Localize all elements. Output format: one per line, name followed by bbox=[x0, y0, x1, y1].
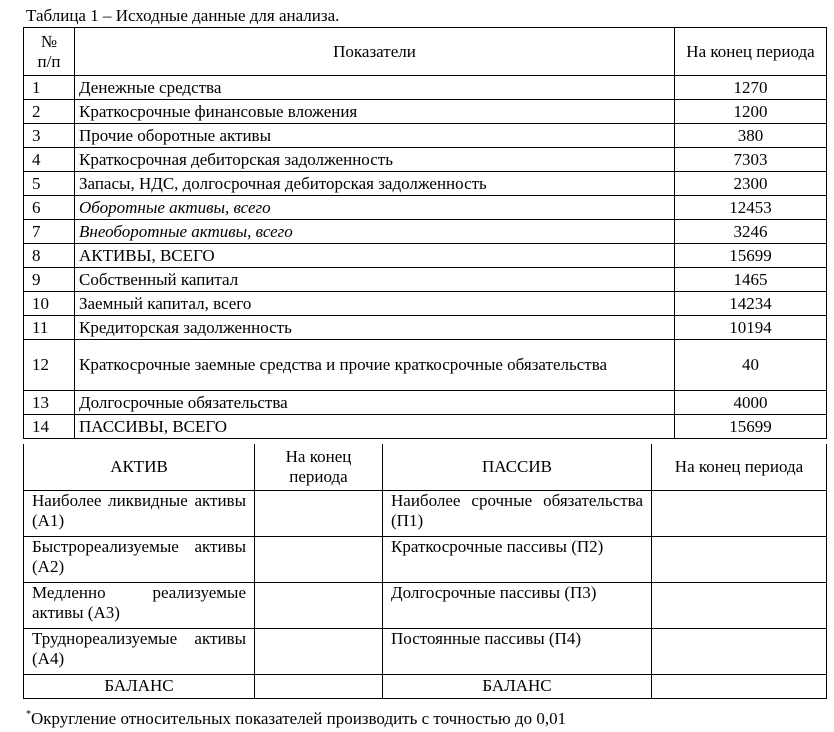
table-caption: Таблица 1 – Исходные данные для анализа. bbox=[26, 6, 340, 25]
table-row bbox=[24, 220, 827, 244]
row-value: 380 bbox=[675, 124, 827, 148]
row-num: 14 bbox=[24, 415, 75, 439]
row-num: 11 bbox=[24, 316, 75, 340]
table-row bbox=[24, 124, 827, 148]
row-value: 7303 bbox=[675, 148, 827, 172]
row-num: 9 bbox=[24, 268, 75, 292]
row-value: 1200 bbox=[675, 100, 827, 124]
row-value: 3246 bbox=[675, 220, 827, 244]
table-row bbox=[24, 292, 827, 316]
row-indicator: Запасы, НДС, долгосрочная дебиторская задолженность bbox=[75, 172, 675, 196]
row-num: 4 bbox=[24, 148, 75, 172]
row-value: 1465 bbox=[675, 268, 827, 292]
row-num: 1 bbox=[24, 76, 75, 100]
col-header-indicator: Показатели bbox=[75, 28, 675, 76]
row-value: 1270 bbox=[675, 76, 827, 100]
row-indicator: Заемный капитал, всего bbox=[75, 292, 675, 316]
asset-group: Труднореализуемые активы (А4) bbox=[24, 628, 255, 674]
table-row bbox=[24, 244, 827, 268]
row-indicator: Краткосрочные финансовые вложения bbox=[75, 100, 675, 124]
row-num: 8 bbox=[24, 244, 75, 268]
source-data-table bbox=[23, 27, 827, 439]
table-row bbox=[24, 268, 827, 292]
table-row bbox=[24, 196, 827, 220]
liquidity-row bbox=[24, 582, 827, 628]
asset-header: АКТИВ bbox=[24, 444, 255, 490]
balance-liability-label: БАЛАНС bbox=[383, 674, 652, 698]
asset-value bbox=[255, 490, 383, 536]
asset-group: Быстрореализуемые активы (А2) bbox=[24, 536, 255, 582]
row-indicator: Прочие оборотные активы bbox=[75, 124, 675, 148]
table-row bbox=[24, 316, 827, 340]
table-row bbox=[24, 415, 827, 439]
row-num: 5 bbox=[24, 172, 75, 196]
row-value: 15699 bbox=[675, 415, 827, 439]
table-row bbox=[24, 172, 827, 196]
row-value: 4000 bbox=[675, 391, 827, 415]
row-indicator: ПАССИВЫ, ВСЕГО bbox=[75, 415, 675, 439]
liquidity-row bbox=[24, 536, 827, 582]
table-row bbox=[24, 148, 827, 172]
balance-asset-value bbox=[255, 674, 383, 698]
asset-group: Медленно реализуемые активы (А3) bbox=[24, 582, 255, 628]
row-num: 2 bbox=[24, 100, 75, 124]
row-indicator: Краткосрочные заемные средства и прочие краткосрочные обязательства bbox=[75, 340, 675, 391]
liquidity-table bbox=[23, 444, 827, 699]
footnote-mark: * bbox=[26, 709, 31, 720]
row-value: 12453 bbox=[675, 196, 827, 220]
row-indicator: АКТИВЫ, ВСЕГО bbox=[75, 244, 675, 268]
row-indicator: Оборотные активы, всего bbox=[75, 196, 675, 220]
row-indicator: Краткосрочная дебиторская задолженность bbox=[75, 148, 675, 172]
row-num: 7 bbox=[24, 220, 75, 244]
liability-value bbox=[652, 582, 827, 628]
liability-group: Наиболее срочные обязательства (П1) bbox=[383, 490, 652, 536]
col-header-value: На конец периода bbox=[675, 28, 827, 76]
asset-value bbox=[255, 582, 383, 628]
table-row bbox=[24, 100, 827, 124]
row-num: 10 bbox=[24, 292, 75, 316]
liability-group: Постоянные пассивы (П4) bbox=[383, 628, 652, 674]
liability-header: ПАССИВ bbox=[383, 444, 652, 490]
row-value: 14234 bbox=[675, 292, 827, 316]
balance-liability-value bbox=[652, 674, 827, 698]
liability-value bbox=[652, 536, 827, 582]
liability-period-header: На конец периода bbox=[652, 444, 827, 490]
row-value: 10194 bbox=[675, 316, 827, 340]
liability-value bbox=[652, 490, 827, 536]
balance-asset-label: БАЛАНС bbox=[24, 674, 255, 698]
row-indicator: Внеоборотные активы, всего bbox=[75, 220, 675, 244]
row-num: 12 bbox=[24, 340, 75, 391]
asset-group: Наиболее ликвидные активы (А1) bbox=[24, 490, 255, 536]
row-value: 2300 bbox=[675, 172, 827, 196]
row-num: 13 bbox=[24, 391, 75, 415]
liquidity-header-row bbox=[24, 444, 827, 490]
liquidity-row bbox=[24, 628, 827, 674]
asset-value bbox=[255, 628, 383, 674]
asset-period-header: На конец периода bbox=[255, 444, 383, 490]
row-value: 15699 bbox=[675, 244, 827, 268]
liquidity-row bbox=[24, 490, 827, 536]
table-header-row bbox=[24, 28, 827, 76]
asset-value bbox=[255, 536, 383, 582]
row-value: 40 bbox=[675, 340, 827, 391]
footnote bbox=[26, 704, 566, 730]
table-row bbox=[24, 76, 827, 100]
liability-group: Краткосрочные пассивы (П2) bbox=[383, 536, 652, 582]
col-header-num bbox=[24, 28, 75, 76]
row-indicator: Долгосрочные обязательства bbox=[75, 391, 675, 415]
row-indicator: Кредиторская задолженность bbox=[75, 316, 675, 340]
footnote-text: Округление относительных показателей производить с точностью до 0,01 bbox=[31, 709, 567, 728]
row-indicator: Собственный капитал bbox=[75, 268, 675, 292]
liability-group: Долгосрочные пассивы (П3) bbox=[383, 582, 652, 628]
balance-row bbox=[24, 674, 827, 698]
col-header-num-label: № п/п bbox=[37, 31, 61, 71]
table-row bbox=[24, 391, 827, 415]
row-num: 6 bbox=[24, 196, 75, 220]
row-num: 3 bbox=[24, 124, 75, 148]
liability-value bbox=[652, 628, 827, 674]
table-row bbox=[24, 340, 827, 391]
row-indicator: Денежные средства bbox=[75, 76, 675, 100]
